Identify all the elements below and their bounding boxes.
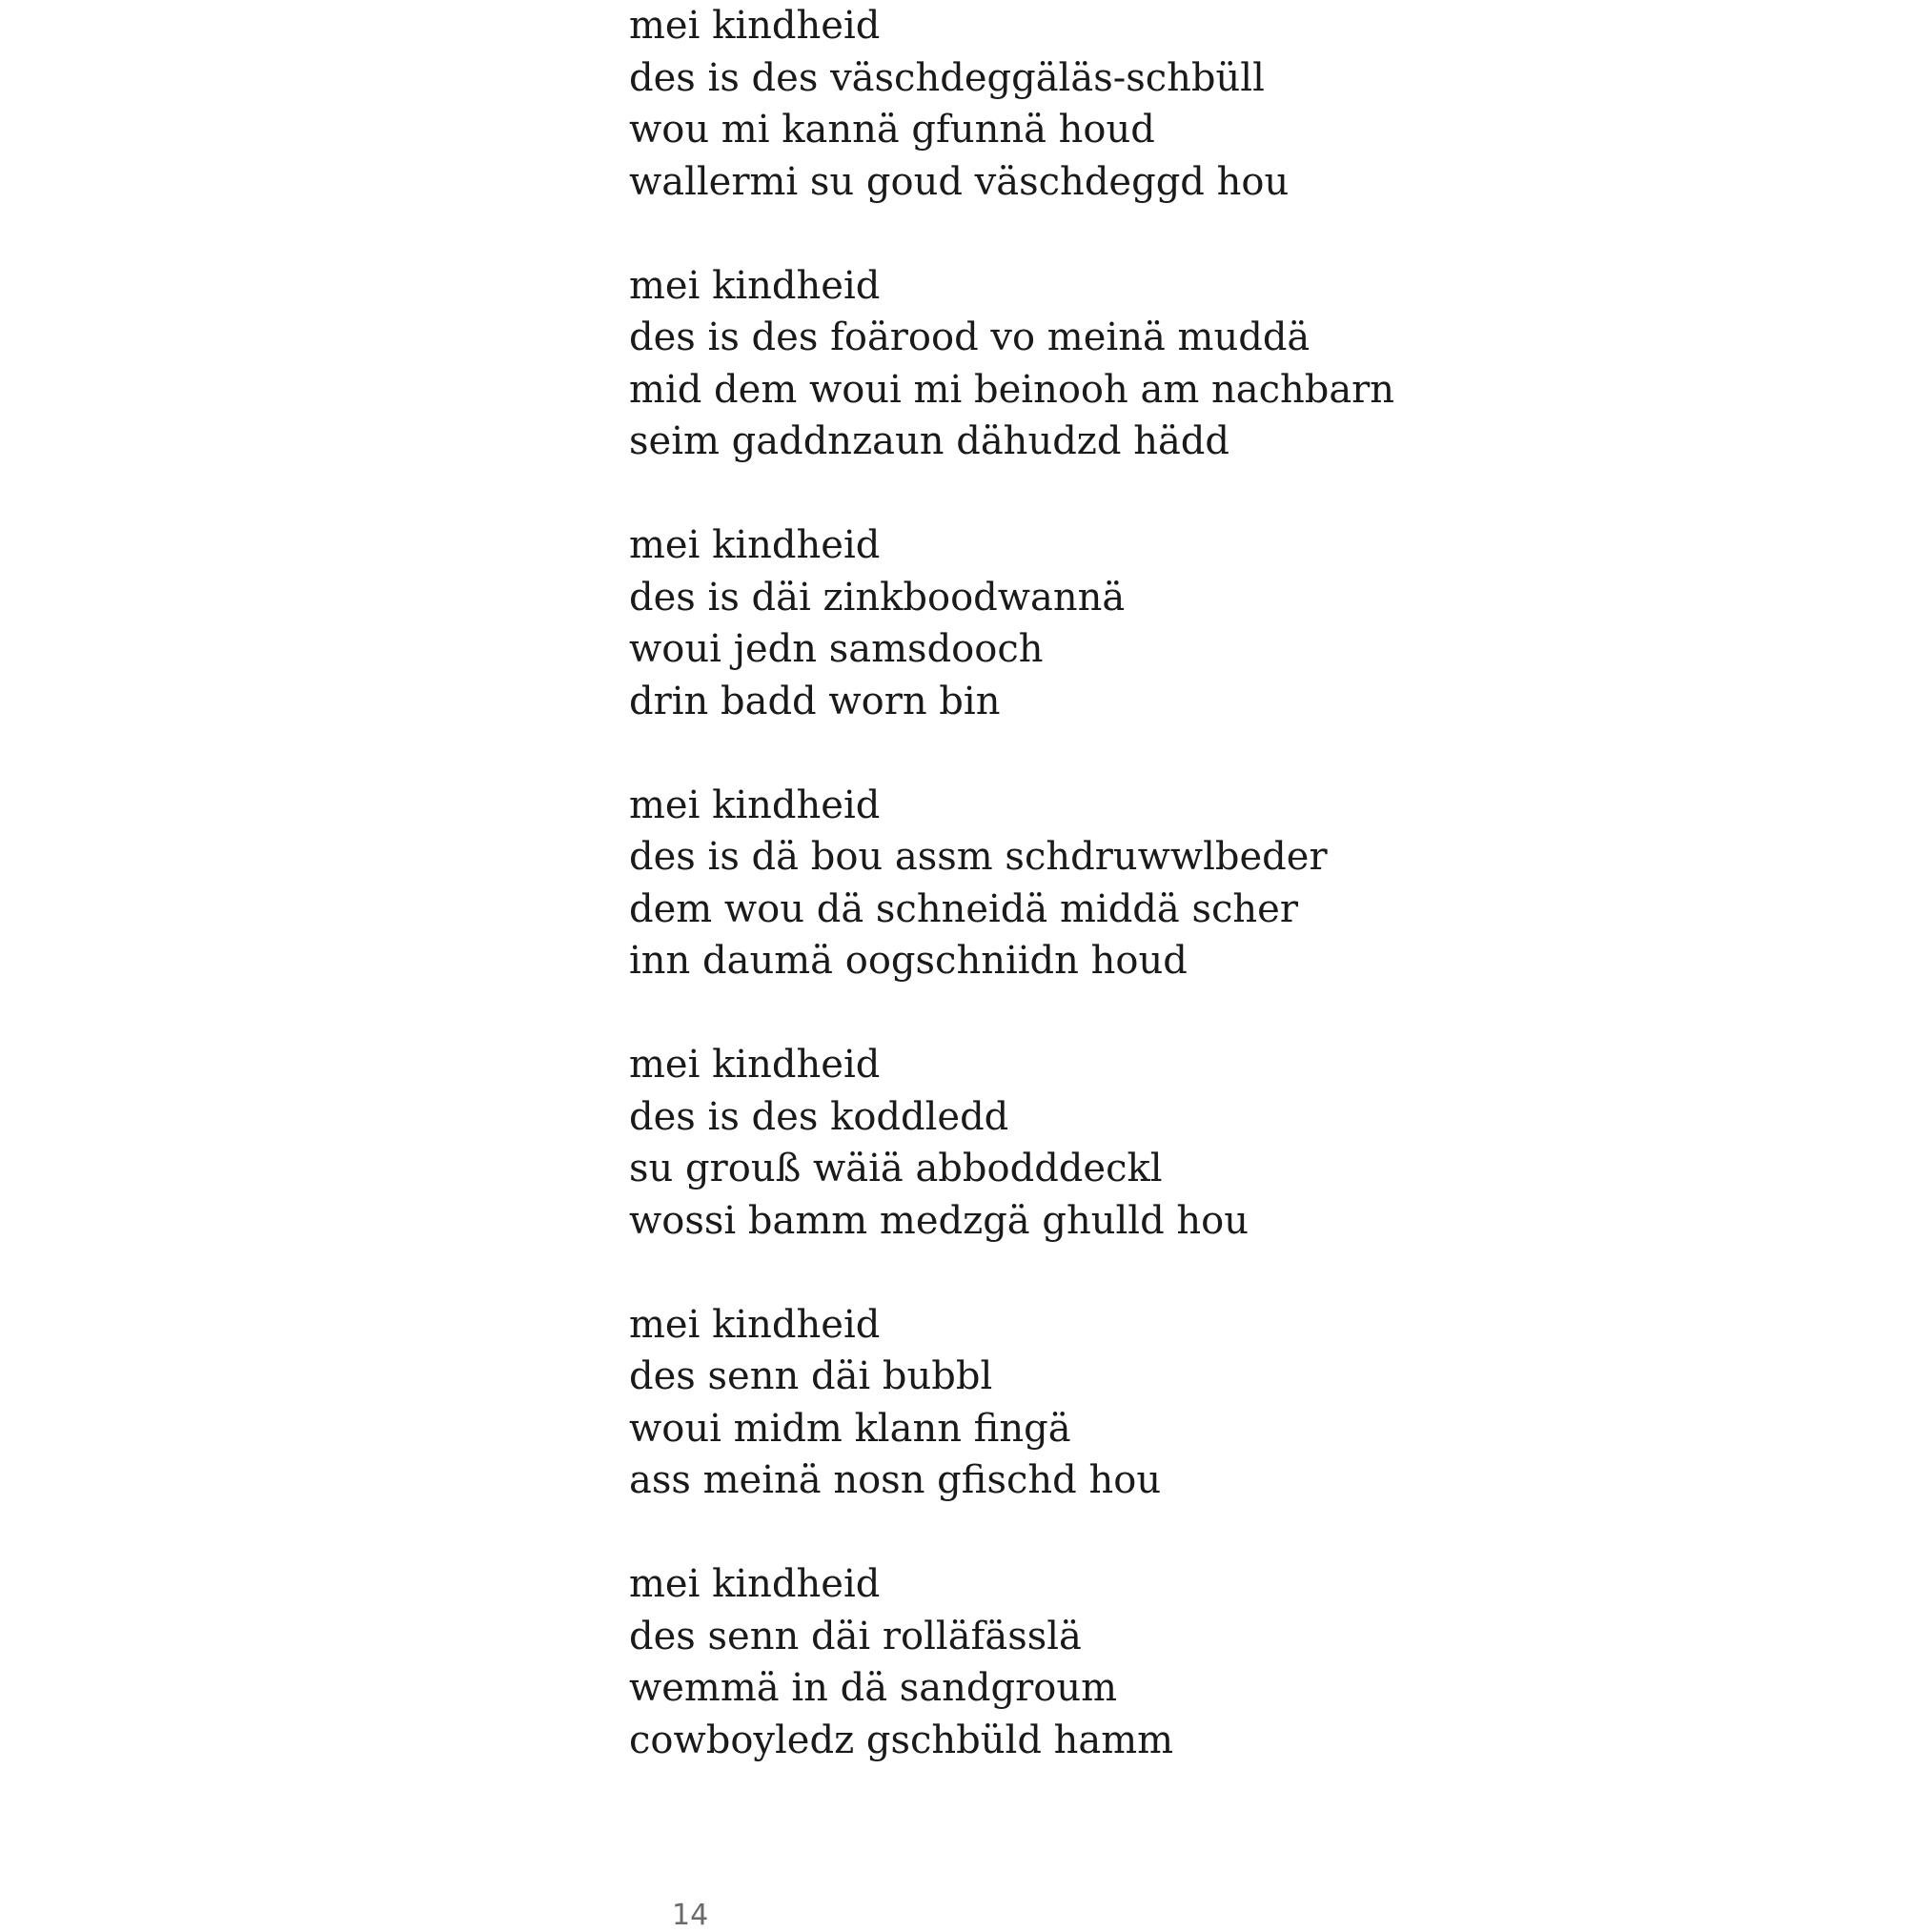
stanza-1 [629,0,1773,208]
poem-line: des senn däi bubbl [629,1354,993,1398]
poem-line: wemmä in dä sandgroum [629,1666,1118,1710]
poem-line: dem wou dä schneidä middä scher [629,886,1298,931]
poem-line: drin badd worn bin [629,679,1001,723]
poem-line: cowboyledz gschbüld hamm [629,1718,1174,1762]
poem-line: des is des koddledd [629,1094,1009,1139]
stanza-4 [629,780,1773,987]
poem-line: woui midm klann fingä [629,1406,1071,1451]
poem-line: des is dä bou assm schdruwwlbeder [629,835,1328,879]
poem-line: mei kindheid [629,4,881,48]
poem-line: mei kindheid [629,1302,881,1347]
poem-line: inn daumä oogschniidn houd [629,939,1188,983]
poem-line: mei kindheid [629,1562,881,1606]
poem-line: mei kindheid [629,1043,881,1087]
poem-line: wou mi kannä gfunnä houd [629,108,1155,152]
stanza-7 [629,1558,1773,1766]
stanza-6 [629,1299,1773,1507]
poem-line: ass meinä nosn gfischd hou [629,1458,1162,1502]
poem-line: mei kindheid [629,523,881,567]
poem-line: des senn däi rolläfässlä [629,1614,1082,1658]
poem-line: wossi bamm medzgä ghulld hou [629,1198,1249,1243]
poem-line: mid dem woui mi beinooh am nachbarn [629,367,1395,412]
stanza-5 [629,1039,1773,1247]
poem-line: su grouß wäiä abbodddeckl [629,1147,1163,1190]
stanza-3 [629,519,1773,727]
poem-line: des is des foärood vo meinä muddä [629,315,1310,359]
page-number: 14 [672,1899,709,1932]
poem-line: wallermi su goud väschdeggd hou [629,159,1290,204]
poem-line: mei kindheid [629,263,881,308]
poem-line: woui jedn samsdooch [629,627,1044,671]
stanza-2 [629,260,1773,468]
poem [629,0,1773,1819]
poem-line: des is däi zinkboodwannä [629,575,1126,620]
poem-line: mei kindheid [629,783,881,827]
poem-line: des is des väschdeggäläs-schbüll [629,55,1265,100]
poem-line: seim gaddnzaun dähudzd hädd [629,419,1230,463]
